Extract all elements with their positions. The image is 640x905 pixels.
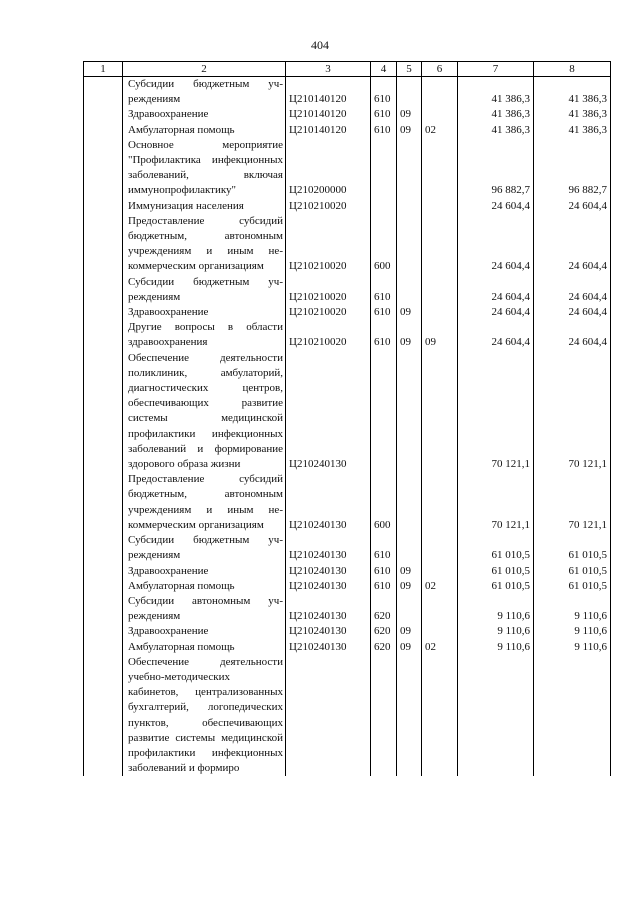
table-row [84,624,611,639]
cell-col1 [84,594,123,624]
row-col8 [534,655,611,777]
row-code: Ц210200000 [286,138,371,199]
row-name: Здравоохранение [123,305,286,320]
budget-table [83,61,611,776]
row-col8: 24 604,4 [534,214,611,275]
row-code [286,655,371,777]
row-col8: 24 604,4 [534,199,611,214]
column-header-4: 4 [371,62,397,77]
row-name: Обеспечение деятельности поликлиник, амбулаторий, диагностических центров, обеспечивающих развитие системы медицинской профилактики инфекционных заболеваний и формирование здорового образа жизни [123,351,286,473]
table-row [84,594,611,624]
row-col7: 9 110,6 [458,640,534,655]
row-col6 [422,305,458,320]
row-col8: 41 386,3 [534,107,611,122]
row-code: Ц210140120 [286,107,371,122]
row-col7: 24 604,4 [458,320,534,350]
row-col5 [397,533,422,563]
table-row [84,107,611,122]
row-code: Ц210210020 [286,305,371,320]
row-col6 [422,77,458,108]
cell-col1 [84,214,123,275]
row-name: Здравоохранение [123,107,286,122]
row-col4: 610 [371,275,397,305]
table-row [84,123,611,138]
row-col4: 600 [371,214,397,275]
table-row [84,305,611,320]
row-col4: 620 [371,594,397,624]
row-col8: 41 386,3 [534,123,611,138]
row-col4: 610 [371,123,397,138]
row-code: Ц210240130 [286,472,371,533]
row-col4: 610 [371,305,397,320]
column-header-8: 8 [534,62,611,77]
row-col5: 09 [397,123,422,138]
row-name: Здравоохранение [123,624,286,639]
row-col5: 09 [397,624,422,639]
row-col7: 61 010,5 [458,564,534,579]
table-row [84,138,611,199]
table-row [84,579,611,594]
row-col6: 02 [422,640,458,655]
row-col5 [397,214,422,275]
row-name: Основное мероприятие "Профилактика инфекционных заболеваний, включая иммунопрофилактику" [123,138,286,199]
row-col7: 24 604,4 [458,214,534,275]
row-col6 [422,472,458,533]
table-row [84,275,611,305]
cell-col1 [84,472,123,533]
row-col8: 61 010,5 [534,564,611,579]
row-col5 [397,351,422,473]
row-col5 [397,594,422,624]
row-col8: 24 604,4 [534,320,611,350]
row-col6 [422,564,458,579]
column-header-7: 7 [458,62,534,77]
row-name: Здравоохранение [123,564,286,579]
cell-col1 [84,624,123,639]
row-col5: 09 [397,320,422,350]
table-body [84,77,611,777]
row-col6 [422,214,458,275]
column-header-1: 1 [84,62,123,77]
row-name: Субсидии бюджетным учреждениям [123,77,286,108]
cell-col1 [84,275,123,305]
row-col5 [397,275,422,305]
row-code: Ц210240130 [286,579,371,594]
row-col4 [371,351,397,473]
table-row [84,199,611,214]
row-col8: 61 010,5 [534,579,611,594]
table-row [84,640,611,655]
row-col7: 9 110,6 [458,594,534,624]
row-col6 [422,138,458,199]
row-col5: 09 [397,564,422,579]
row-col4: 610 [371,564,397,579]
row-col8: 9 110,6 [534,624,611,639]
cell-col1 [84,655,123,777]
row-col8: 41 386,3 [534,77,611,108]
cell-col1 [84,320,123,350]
row-code: Ц210210020 [286,275,371,305]
row-code: Ц210240130 [286,640,371,655]
cell-col1 [84,199,123,214]
row-name: Субсидии бюджетным учреждениям [123,275,286,305]
row-col8: 70 121,1 [534,351,611,473]
row-col7: 70 121,1 [458,472,534,533]
row-col4: 620 [371,640,397,655]
table-row [84,564,611,579]
row-col5: 09 [397,579,422,594]
cell-col1 [84,579,123,594]
row-col6 [422,107,458,122]
row-col7: 41 386,3 [458,77,534,108]
row-col8: 61 010,5 [534,533,611,563]
row-col7 [458,655,534,777]
column-header-6: 6 [422,62,458,77]
row-col4 [371,655,397,777]
row-col4: 610 [371,320,397,350]
row-col6 [422,655,458,777]
row-code: Ц210240130 [286,594,371,624]
row-col4 [371,138,397,199]
row-name: Субсидии бюджетным учреждениям [123,533,286,563]
row-col7: 96 882,7 [458,138,534,199]
cell-col1 [84,107,123,122]
row-col5: 09 [397,305,422,320]
row-name: Обеспечение деятельности учебно-методических кабинетов, централизованных бухгалтерий, логопедических пунктов, обеспечивающих развитие системы медицинской профилактики инфекционных заболеваний и формиро [123,655,286,777]
table-row [84,472,611,533]
row-col4: 610 [371,579,397,594]
row-col8: 96 882,7 [534,138,611,199]
row-col7: 61 010,5 [458,579,534,594]
table-header [84,62,611,77]
row-col7: 61 010,5 [458,533,534,563]
table-row [84,77,611,108]
row-code: Ц210210020 [286,320,371,350]
cell-col1 [84,533,123,563]
row-col4: 610 [371,77,397,108]
row-code: Ц210240130 [286,533,371,563]
cell-col1 [84,305,123,320]
row-col6 [422,594,458,624]
row-col4 [371,199,397,214]
row-col8: 70 121,1 [534,472,611,533]
row-col6 [422,533,458,563]
row-col7: 24 604,4 [458,275,534,305]
column-header-3: 3 [286,62,371,77]
row-name: Амбулаторная помощь [123,640,286,655]
row-name: Предоставление субсидий бюджетным, автономным учреждениям и иным некоммерческим организациям [123,214,286,275]
row-name: Амбулаторная помощь [123,123,286,138]
cell-col1 [84,640,123,655]
row-col7: 70 121,1 [458,351,534,473]
row-col6: 02 [422,579,458,594]
table-row [84,351,611,473]
row-col6: 09 [422,320,458,350]
row-col5 [397,77,422,108]
row-col7: 41 386,3 [458,107,534,122]
row-code: Ц210140120 [286,77,371,108]
row-col5 [397,199,422,214]
row-code: Ц210240130 [286,351,371,473]
table-row [84,655,611,777]
row-col5 [397,138,422,199]
row-col8: 9 110,6 [534,640,611,655]
table-row [84,320,611,350]
row-col5 [397,655,422,777]
column-header-2: 2 [123,62,286,77]
row-name: Предоставление субсидий бюджетным, автономным учреждениям и иным некоммерческим организациям [123,472,286,533]
row-name: Амбулаторная помощь [123,579,286,594]
row-col7: 24 604,4 [458,305,534,320]
row-name: Иммунизация населения [123,199,286,214]
row-col6 [422,624,458,639]
table-row [84,214,611,275]
row-col6 [422,351,458,473]
row-col6: 02 [422,123,458,138]
row-name: Субсидии автономным учреждениям [123,594,286,624]
row-name: Другие вопросы в области здравоохранения [123,320,286,350]
column-header-5: 5 [397,62,422,77]
cell-col1 [84,123,123,138]
row-col8: 24 604,4 [534,275,611,305]
row-col4: 600 [371,472,397,533]
page-number: 404 [311,38,329,52]
row-col7: 9 110,6 [458,624,534,639]
row-col4: 610 [371,533,397,563]
row-col4: 610 [371,107,397,122]
row-col5: 09 [397,107,422,122]
row-code: Ц210210020 [286,199,371,214]
row-code: Ц210240130 [286,564,371,579]
cell-col1 [84,138,123,199]
row-col5: 09 [397,640,422,655]
row-code: Ц210140120 [286,123,371,138]
row-code: Ц210240130 [286,624,371,639]
row-col8: 24 604,4 [534,305,611,320]
row-col8: 9 110,6 [534,594,611,624]
cell-col1 [84,564,123,579]
row-col7: 24 604,4 [458,199,534,214]
row-col6 [422,275,458,305]
row-col5 [397,472,422,533]
cell-col1 [84,77,123,108]
cell-col1 [84,351,123,473]
row-col4: 620 [371,624,397,639]
row-code: Ц210210020 [286,214,371,275]
row-col7: 41 386,3 [458,123,534,138]
table-row [84,533,611,563]
row-col6 [422,199,458,214]
